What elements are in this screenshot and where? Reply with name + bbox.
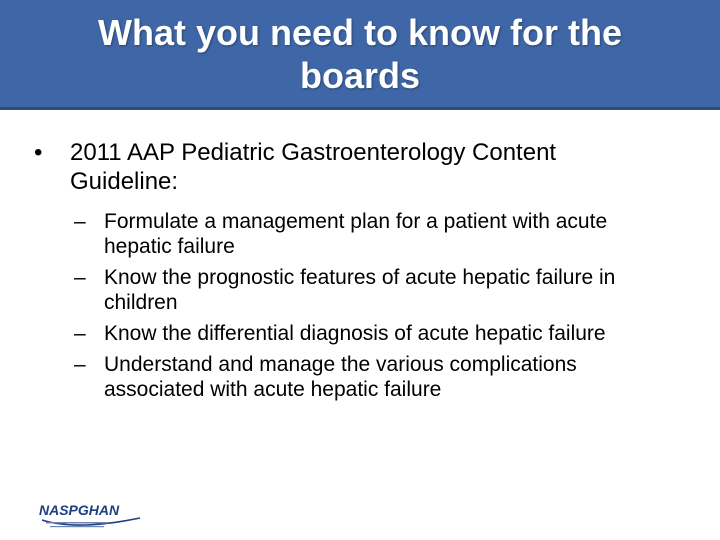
main-bullet-text: 2011 AAP Pediatric Gastroenterology Content Guideline: [70, 139, 557, 195]
main-bullet [34, 138, 650, 196]
bullet-marker: • [34, 139, 43, 166]
sub-bullet-list [0, 209, 720, 402]
sub-bullet-text: Know the differential diagnosis of acute hepatic failure [104, 322, 606, 345]
logo-wordmark: NASPGHAN [39, 502, 120, 518]
sub-bullet-text: Formulate a management plan for a patient with acute hepatic failure [104, 210, 608, 258]
dash-marker: – [74, 353, 86, 376]
dash-marker: – [74, 322, 86, 345]
logo-subline [50, 526, 104, 527]
dash-marker: – [74, 266, 86, 289]
logo-swoosh [42, 518, 140, 525]
logo-subline [46, 522, 108, 524]
sub-bullet-item [74, 321, 664, 346]
sub-bullet-item [74, 209, 664, 259]
sub-bullet-item [74, 352, 664, 402]
naspghan-logo-svg [36, 498, 148, 532]
sub-bullet-text: Know the prognostic features of acute hepatic failure in children [104, 266, 616, 314]
sub-bullet-item [74, 265, 664, 315]
sub-bullet-text: Understand and manage the various complications associated with acute hepatic failure [104, 353, 577, 401]
naspghan-logo-icon [36, 498, 148, 532]
slide-title: What you need to know for the boards [98, 11, 622, 96]
dash-marker: – [74, 210, 86, 233]
slide-content [0, 138, 720, 408]
title-bar [0, 0, 720, 110]
